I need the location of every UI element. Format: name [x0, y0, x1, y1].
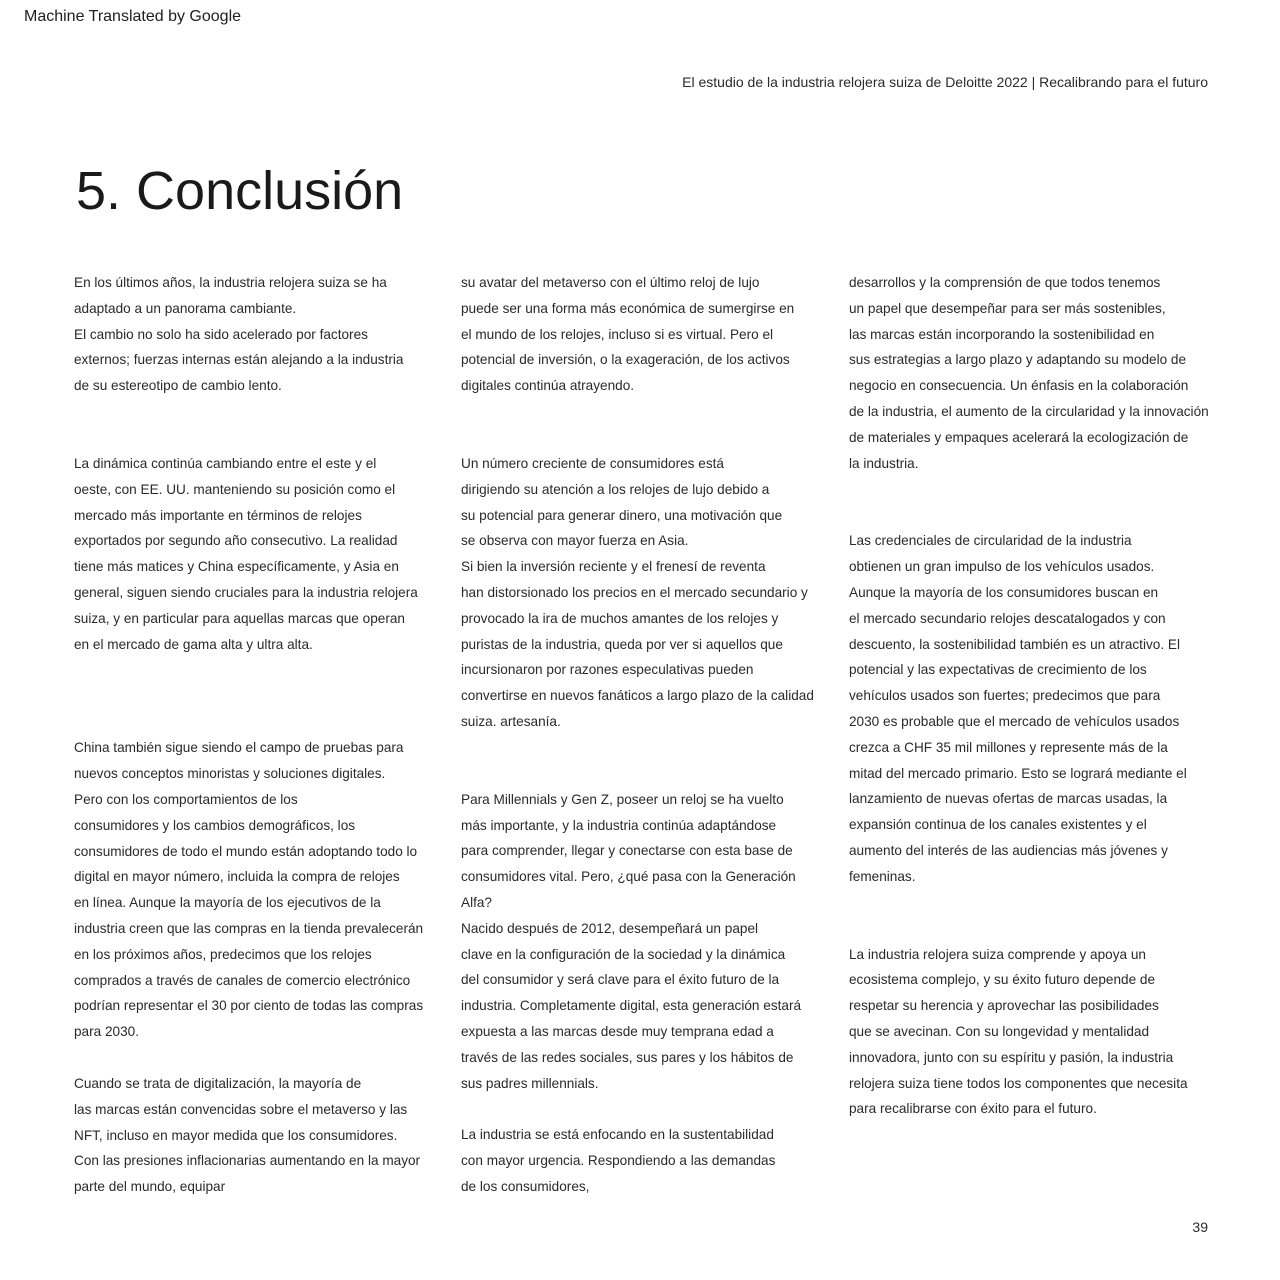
paragraph: Para Millennials y Gen Z, poseer un reloj se ha vuelto más importante, y la industria continúa adaptándose para comprender, llegar y conectarse con esta base de consumidores vital. Pero, ¿qué pasa con la Generación Alfa? Nacido después de 2012, desempeñará un papel clave en la configuración de la sociedad y la dinámica del consumidor y será clave para el éxito futuro de la industria. Completamente digital, esta generación estará expuesta a las marcas desde muy temprana edad a través de las redes sociales, sus pares y los hábitos de sus padres millennials.: [461, 791, 802, 1091]
paragraph: En los últimos años, la industria relojera suiza se ha adaptado a un panorama cambiante. El cambio no solo ha sido acelerado por factores externos; fuerzas internas están alejando a la industria de su estereotipo de cambio lento.: [74, 275, 404, 394]
page-number: 39: [1192, 1219, 1208, 1235]
paragraph: China también sigue siendo el campo de pruebas para nuevos conceptos minoristas y soluciones digitales. Pero con los comportamientos de los consumidores y los cambios demográficos, los consumidores de todo el mundo están adoptando todo lo digital en mayor número, incluida la compra de relojes en línea. Aunque la mayoría de los ejecutivos de la industria creen que las compras en la tienda prevalecerán en los próximos años, predecimos que los relojes comprados a través de canales de comercio electrónico podrían representar el 30 por ciento de todas las compras para 2030.: [74, 740, 424, 1040]
paragraph: desarrollos y la comprensión de que todos tenemos un papel que desempeñar para ser más sostenibles, las marcas están incorporando la sostenibilidad en sus estrategias a largo plazo y adaptando su modelo de negocio en consecuencia. Un énfasis en la colaboración de la industria, el aumento de la circularidad y la innovación de materiales y empaques acelerará la ecologización de la industria.: [849, 275, 1209, 471]
page-title: 5. Conclusión: [76, 161, 404, 221]
paragraph: La dinámica continúa cambiando entre el este y el oeste, con EE. UU. manteniendo su posición como el mercado más importante en términos de relojes exportados por segundo año consecutivo. La realidad tiene más matices y China específicamente, y Asia en general, siguen siendo cruciales para la industria relojera suiza, y en particular para aquellas marcas que operan en el mercado de gama alta y ultra alta.: [74, 455, 418, 652]
paragraph: Cuando se trata de digitalización, la mayoría de las marcas están convencidas sobre el metaverso y las NFT, incluso en mayor medida que los consumidores. Con las presiones inflacionarias aumentando en la mayor parte del mundo, equipar: [74, 1075, 421, 1195]
paragraph: su avatar del metaverso con el último reloj de lujo puede ser una forma más económica de sumergirse en el mundo de los relojes, incluso si es virtual. Pero el potencial de inversión, o la exageración, de los activos digitales continúa atrayendo.: [461, 275, 795, 394]
paragraph: Las credenciales de circularidad de la industria obtienen un gran impulso de los vehículos usados. Aunque la mayoría de los consumidores buscan en el mercado secundario relojes descatalogados y con descuento, la sostenibilidad también es un atractivo. El potencial y las expectativas de crecimiento de los vehículos usados son fuertes; predecimos que para 2030 es probable que el mercado de vehículos usados crezca a CHF 35 mil millones y represente más de la mitad del mercado primario. Esto se logrará mediante el lanzamiento de nuevas ofertas de marcas usadas, la expansión continua de los canales existentes y el aumento del interés de las audiencias más jóvenes y femeninas.: [849, 533, 1187, 884]
text-column-3: [849, 270, 1219, 1122]
running-header: El estudio de la industria relojera suiza de Deloitte 2022 | Recalibrando para el futuro: [682, 74, 1208, 90]
paragraph: La industria relojera suiza comprende y apoya un ecosistema complejo, y su éxito futuro depende de respetar su herencia y aprovechar las posibilidades que se avecinan. Con su longevidad y mentalidad innovadora, junto con su espíritu y pasión, la industria relojera suiza tiene todos los componentes que necesita para recalibrarse con éxito para el futuro.: [849, 946, 1188, 1117]
paragraph: La industria se está enfocando en la sustentabilidad con mayor urgencia. Respondiendo a las demandas de los consumidores,: [461, 1127, 776, 1194]
text-column-2: [461, 270, 823, 1200]
paragraph: Un número creciente de consumidores está dirigiendo su atención a los relojes de lujo debido a su potencial para generar dinero, una motivación que se observa con mayor fuerza en Asia. Si bien la inversión reciente y el frenesí de reventa han distorsionado los precios en el mercado secundario y provocado la ira de muchos amantes de los relojes y puristas de la industria, queda por ver si aquellos que incursionaron por razones especulativas pueden convertirse en nuevos fanáticos a largo plazo de la calidad suiza. artesanía.: [461, 455, 814, 729]
text-column-1: [74, 270, 436, 1200]
machine-translated-label: Machine Translated by Google: [24, 8, 242, 25]
